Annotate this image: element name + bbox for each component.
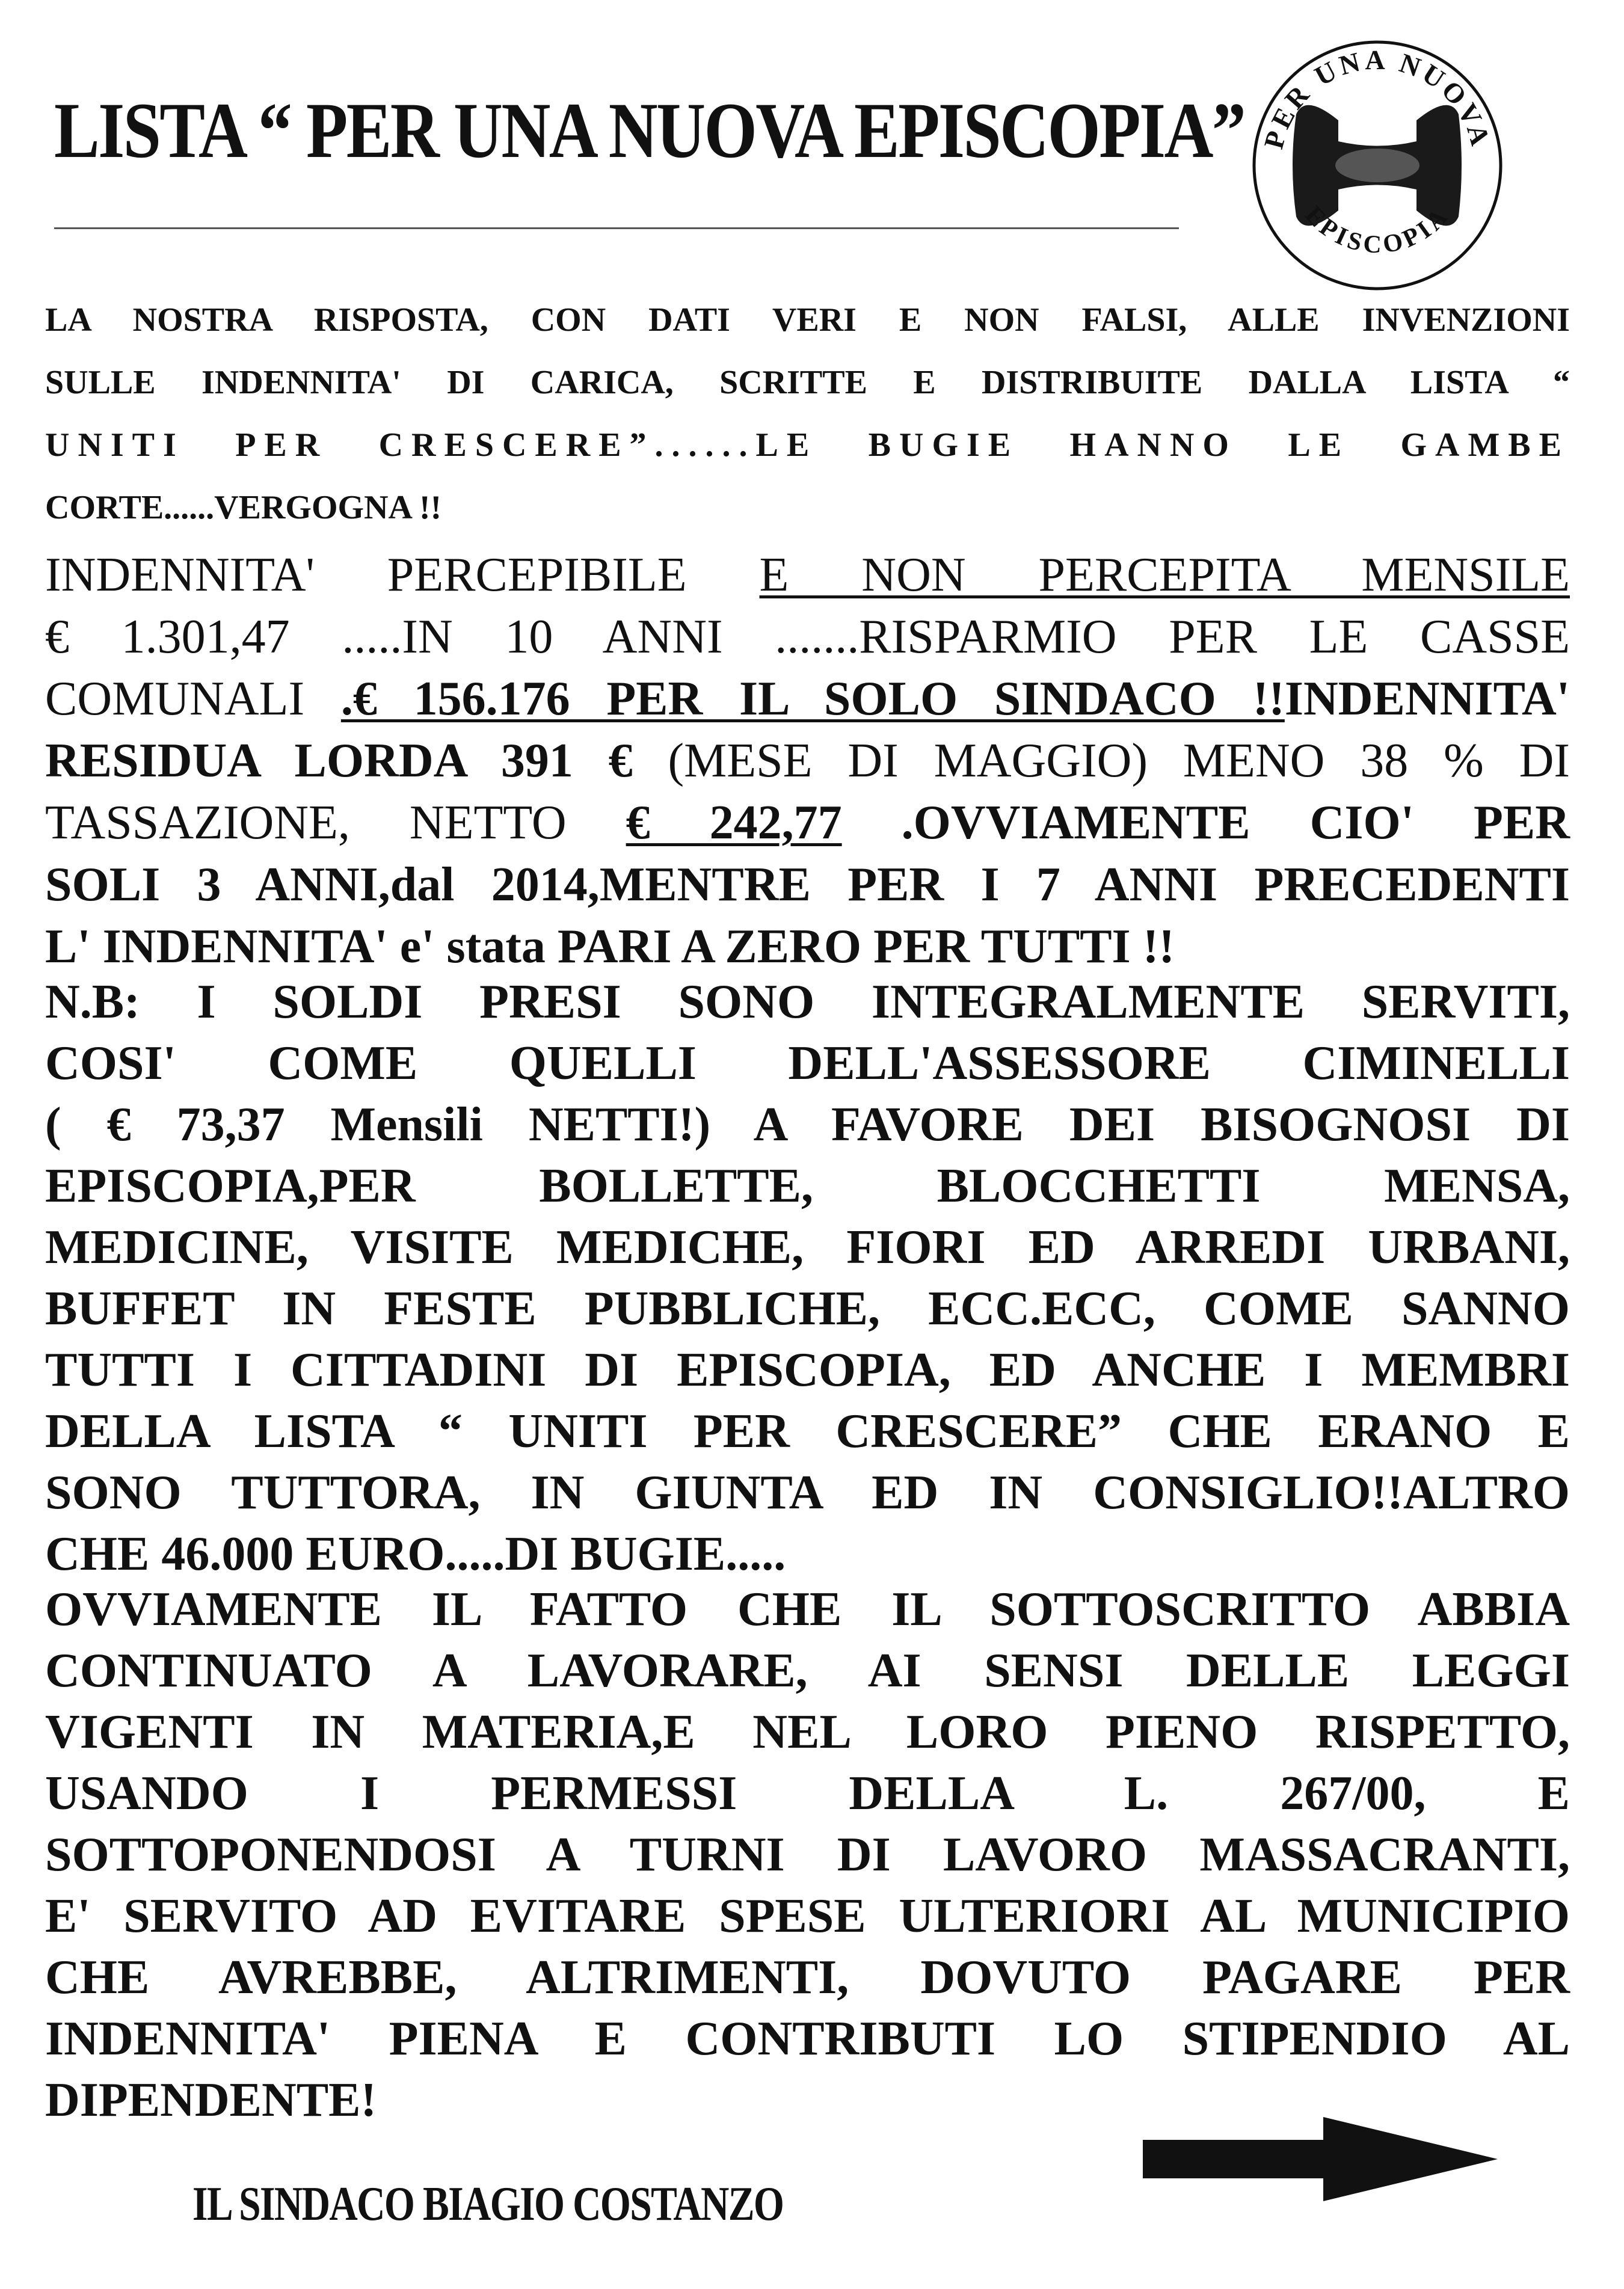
page-title: LISTA “ PER UNA NUOVA EPISCOPIA”	[54, 86, 1245, 174]
closing-line: INDENNITA' PIENA E CONTRIBUTI LO STIPENDIO AL	[45, 2012, 1570, 2065]
indemnity-line-1	[45, 544, 1570, 606]
indemnity-line-2: € 1.301,47 .....IN 10 ANNI .......RISPARMIO PER LE CASSE	[45, 610, 1570, 663]
closing-line: CONTINUATO A LAVORARE, AI SENSI DELLE LEGGI	[45, 1644, 1570, 1697]
closing-paragraph	[45, 1579, 1570, 2131]
indennita-text: INDENNITA'	[1284, 672, 1570, 725]
tax-text: (MESE DI MAGGIO) MENO 38 % DI	[632, 734, 1570, 787]
net-amount-underlined: € 242,77	[626, 796, 842, 849]
nb-line: ( € 73,37 Mensili NETTI!) A FAVORE DEI BISOGNOSI DI	[45, 1098, 1570, 1151]
comunali-text: COMUNALI	[45, 672, 341, 725]
nb-line: CHE 46.000 EURO.....DI BUGIE.....	[45, 1528, 786, 1581]
nb-line: TUTTI I CITTADINI DI EPISCOPIA, ED ANCHE I MEMBRI	[45, 1344, 1570, 1396]
not-received-underlined: E NON PERCEPITA MENSILE	[759, 548, 1570, 601]
indemnity-line-4	[45, 730, 1570, 792]
intro-line: CORTE......VERGOGNA !!	[45, 489, 442, 526]
nb-line: BUFFET IN FESTE PUBBLICHE, ECC.ECC, COME SANNO	[45, 1282, 1570, 1335]
nb-paragraph	[45, 971, 1570, 1585]
nb-line: N.B: I SOLDI PRESI SONO INTEGRALMENTE SERVITI,	[45, 976, 1570, 1028]
title-underline-divider	[54, 227, 1179, 229]
indemnity-label: INDENNITA' PERCEPIBILE	[45, 548, 760, 601]
obviously-text: .OVVIAMENTE CIO' PER	[841, 796, 1570, 849]
intro-line: SULLE INDENNITA' DI CARICA, SCRITTE E DISTRIBUITE DALLA LISTA “	[45, 364, 1570, 401]
nb-line: MEDICINE, VISITE MEDICHE, FIORI ED ARREDI URBANI,	[45, 1221, 1570, 1274]
closing-line: E' SERVITO AD EVITARE SPESE ULTERIORI AL MUNICIPIO	[45, 1890, 1570, 1943]
closing-line: CHE AVREBBE, ALTRIMENTI, DOVUTO PAGARE PER	[45, 1951, 1570, 2004]
closing-line: OVVIAMENTE IL FATTO CHE IL SOTTOSCRITTO ABBIA	[45, 1583, 1570, 1636]
nb-line: SONO TUTTORA, IN GIUNTA ED IN CONSIGLIO!!ALTRO	[45, 1466, 1570, 1519]
residual-gross-text: RESIDUA LORDA 391 €	[45, 734, 633, 787]
logo-top-text: PER UNA NUOVA	[1258, 44, 1497, 152]
closing-line: USANDO I PERMESSI DELLA L. 267/00, E	[45, 1767, 1570, 1820]
indemnity-paragraph	[45, 544, 1570, 978]
intro-paragraph	[45, 289, 1570, 539]
nb-line: COSI' COME QUELLI DELL'ASSESSORE CIMINELLI	[45, 1037, 1570, 1090]
savings-amount-underlined: .€ 156.176 PER IL SOLO SINDACO !!	[340, 672, 1285, 725]
indemnity-line-6: SOLI 3 ANNI,dal 2014,MENTRE PER I 7 ANNI PRECEDENTI	[45, 858, 1570, 911]
logo-bottom-text: EPISCOPIA	[1299, 201, 1456, 259]
net-label: TASSAZIONE, NETTO	[45, 796, 626, 849]
indemnity-line-5	[45, 792, 1570, 854]
nb-line: EPISCOPIA,PER BOLLETTE, BLOCCHETTI MENSA,	[45, 1160, 1570, 1212]
closing-line: SOTTOPONENDOSI A TURNI DI LAVORO MASSACRANTI,	[45, 1828, 1570, 1881]
mayor-signature: IL SINDACO BIAGIO COSTANZO	[192, 2178, 784, 2231]
right-arrow-icon	[1143, 2117, 1498, 2201]
indemnity-line-3	[45, 668, 1570, 730]
intro-line: LA NOSTRA RISPOSTA, CON DATI VERI E NON FALSI, ALLE INVENZIONI	[45, 301, 1570, 339]
closing-line: VIGENTI IN MATERIA,E NEL LORO PIENO RISPETTO,	[45, 1706, 1570, 1759]
intro-line: UNITI PER CRESCERE”......LE BUGIE HANNO LE GAMBE	[45, 426, 1570, 464]
party-emblem-icon	[1248, 36, 1507, 295]
indemnity-line-7: L' INDENNITA' e' stata PARI A ZERO PER TUTTI !!	[45, 920, 1175, 973]
nb-line: DELLA LISTA “ UNITI PER CRESCERE” CHE ERANO E	[45, 1405, 1570, 1458]
closing-line: DIPENDENTE!	[45, 2074, 377, 2127]
